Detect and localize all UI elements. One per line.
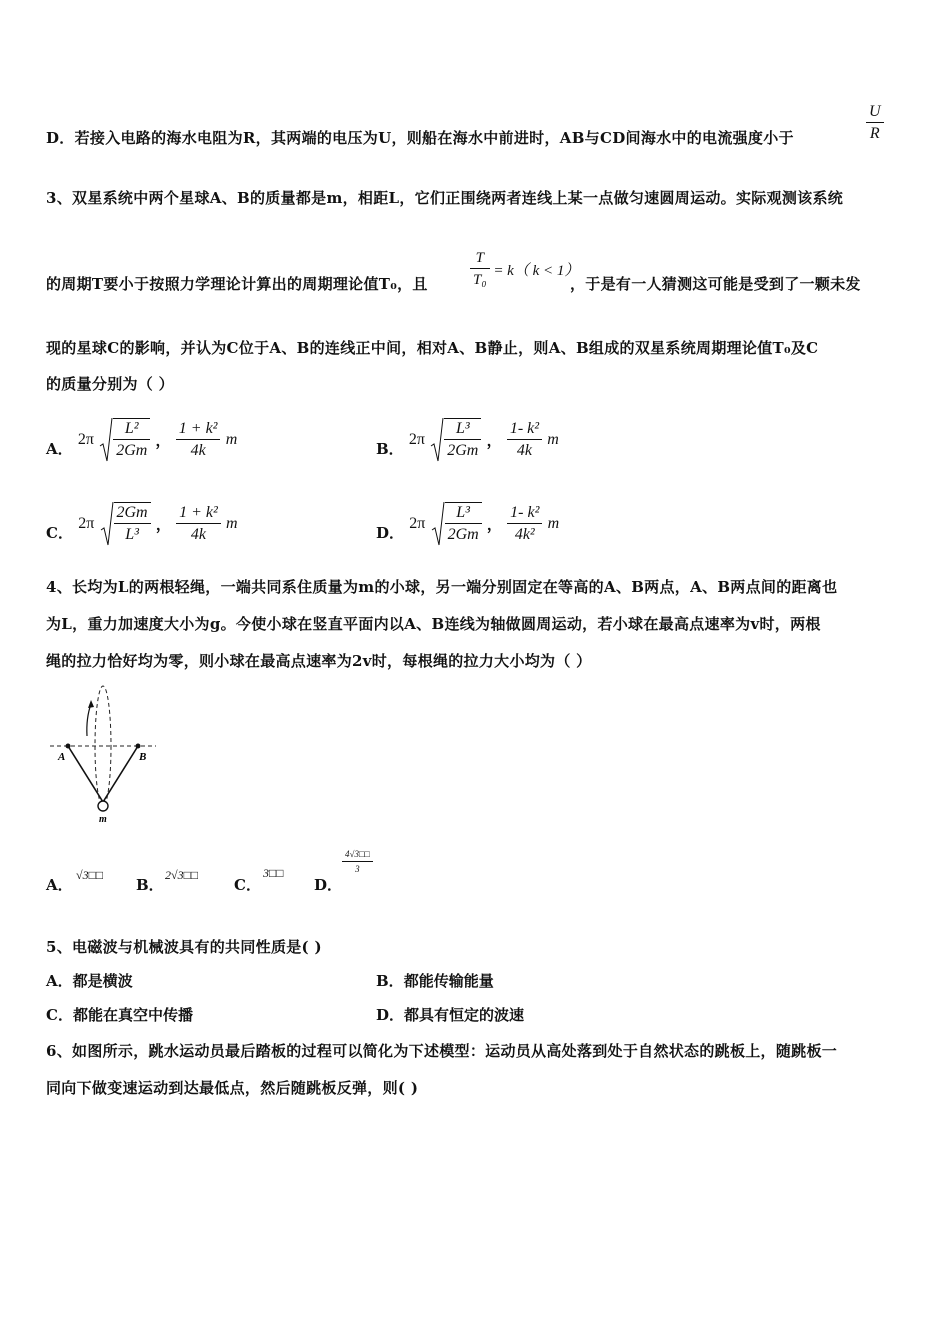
q5-option-c-text: 都能在真空中传播 [72,1006,193,1024]
q4-pendulum-figure [44,680,164,828]
radical-icon [431,500,445,548]
q3-ratio-formula [470,248,579,291]
q4-fig-label-a: A [58,751,66,763]
q3-option-b-m-den: 4k [516,441,532,459]
radical-icon [430,416,444,464]
q3-option-d-m-den: 4k² [514,525,535,543]
q3-ratio-num: T [470,248,490,269]
q3-option-c-rad-den: L³ [125,526,139,543]
q4-fig-label-b: B [139,751,147,763]
q4-line-1: 4、长均为L的两根轻绳，一端共同系住质量为m的小球，另一端分别固定在等高的A、B两点，A、B两点间的距离也 [46,578,838,596]
q4-option-c[interactable] [234,874,261,895]
q3-option-b-m: m [547,431,559,448]
q4-option-c-value: 3□□ [263,866,284,880]
q3-option-c-label: C． [46,523,73,542]
q5-option-b[interactable] [376,970,494,991]
q3-line-4: 的质量分别为（ ） [46,375,174,393]
q4-option-d-den: 3 [355,864,360,874]
q3-option-d-label: D． [376,523,405,542]
q5-option-b-text: 都能传输能量 [403,972,494,990]
q5-option-d-label: D． [376,1006,405,1024]
q3-option-d-coef: 2π [409,515,426,532]
q5-option-d[interactable] [376,1004,524,1025]
q5-option-a[interactable] [46,970,133,991]
q4-option-d-num: 4√3□□ [342,848,373,862]
q4-option-d-label: D． [314,876,343,894]
q3-option-c-m: m [226,515,238,532]
q3-option-d-rad-den: 2Gm [447,526,479,543]
q3-option-d-sqrt [431,500,482,548]
q3-option-d-rad-num: L³ [445,503,482,524]
radical-icon [99,416,113,464]
q2-option-d-text: D．若接入电路的海水电阻为R，其两端的电压为U，则船在海水中前进时，AB与CD间海水中的电流强度小于 [46,129,794,147]
q3-line-3: 现的星球C的影响，并认为C位于A、B的连线正中间，相对A、B静止，则A、B组成的双星系统周期理论值T₀及C [46,339,819,357]
q3-option-b-sqrt [430,416,481,464]
q2-frac-num: U [866,102,884,123]
q3-option-a-m-num: 1 + k² [176,419,221,440]
q3-option-b-coef: 2π [408,431,425,448]
q4-option-b[interactable] [136,874,164,895]
q3-option-a-m-den: 4k [190,441,206,459]
q4-fig-label-m: m [99,814,107,825]
q2-fraction-u-over-r [866,102,884,145]
q2-frac-den: R [869,125,880,142]
q3-option-b-label: B． [376,439,404,458]
q3-option-a[interactable]: A． 2π $\frac{\text{L²}}{2Gm}$ ， $\frac{\text{1 + k²}}{4k}$ m [46,416,237,464]
q4-option-a-label: A． [46,876,73,894]
q3-option-d-m: m [547,515,560,532]
q5-option-c[interactable] [46,1004,193,1025]
q4-line-3: 绳的拉力恰好均为零，则小球在最高点速率为2v时，每根绳的拉力大小均为（ ） [46,652,592,670]
q4-option-a-value: √3□□ [76,868,104,882]
q4-option-b-label: B． [136,876,164,894]
q3-option-c-m-num: 1 + k² [176,503,221,524]
q3-option-c-m-den: 4k [190,525,206,543]
q3-option-a-m: m [225,431,238,448]
q3-ratio-den: T₀ [473,272,487,288]
q5-option-b-label: B． [376,972,404,990]
q5-option-c-label: C． [46,1006,73,1024]
q4-option-d[interactable] [314,874,342,895]
q5-stem: 5、电磁波与机械波具有的共同性质是( ) [46,938,322,956]
q4-option-a[interactable] [46,874,73,895]
q3-option-b-rad-num: L³ [444,419,481,440]
q4-option-d-value [342,848,373,876]
q5-option-d-text: 都具有恒定的波速 [404,1006,525,1024]
q3-option-a-sqrt [99,416,150,464]
q3-option-c-sqrt [100,500,151,548]
q3-option-b[interactable]: B． 2π $\frac{\text{L³}}{2Gm}$ ， $\frac{\text{1- k²}}{4k}$ m [376,416,559,464]
q3-line-2-post: ，于是有一人猜测这可能是受到了一颗未发 [570,275,861,293]
q3-option-c-rad-num: 2Gm [114,503,151,524]
q4-line-2: 为L，重力加速度大小为g。今使小球在竖直平面内以A、B连线为轴做圆周运动，若小球在最高点速率为v时，两根 [46,615,821,633]
q3-line-1: 3、双星系统中两个星球A、B的质量都是m，相距L，它们正围绕两者连线上某一点做匀速圆周运动。实际观测该系统 [46,189,844,207]
q6-line-1: 6、如图所示，跳水运动员最后踏板的过程可以简化为下述模型：运动员从高处落到处于自然状态的跳板上，随跳板一 [46,1042,838,1060]
q3-option-a-coef: 2π [77,431,94,448]
q3-option-a-rad-den: 2Gm [116,442,148,459]
q3-option-b-rad-den: 2Gm [447,442,479,459]
q3-line-2-pre: 的周期T要小于按照力学理论计算出的周期理论值T₀，且 [46,275,428,293]
q3-option-a-label: A． [46,439,73,458]
q5-option-a-text: 都是横波 [72,972,133,990]
q3-option-c[interactable]: C． 2π $\frac{2Gm}{\text{L³}}$ ， $\frac{\text{1 + k²}}{4k}$ m [46,500,238,548]
q3-option-b-m-num: 1- k² [507,419,542,440]
q3-option-d[interactable]: D． 2π $\frac{\text{L³}}{2Gm}$ ， $\frac{\text{1- k²}}{\text{4k²}}$ m [376,500,559,548]
q3-option-c-coef: 2π [78,515,95,532]
q3-option-d-m-num: 1- k² [507,503,542,524]
q5-option-a-label: A． [46,972,73,990]
q3-ratio-rhs: = k（ k < 1） [493,263,580,279]
radical-icon [100,500,114,548]
q4-option-c-label: C． [234,876,261,894]
q3-option-a-rad-num: L² [113,419,150,440]
q4-option-b-value: 2√3□□ [165,868,199,882]
q6-line-2: 同向下做变速运动到达最低点，然后随跳板反弹，则( ) [46,1079,419,1097]
